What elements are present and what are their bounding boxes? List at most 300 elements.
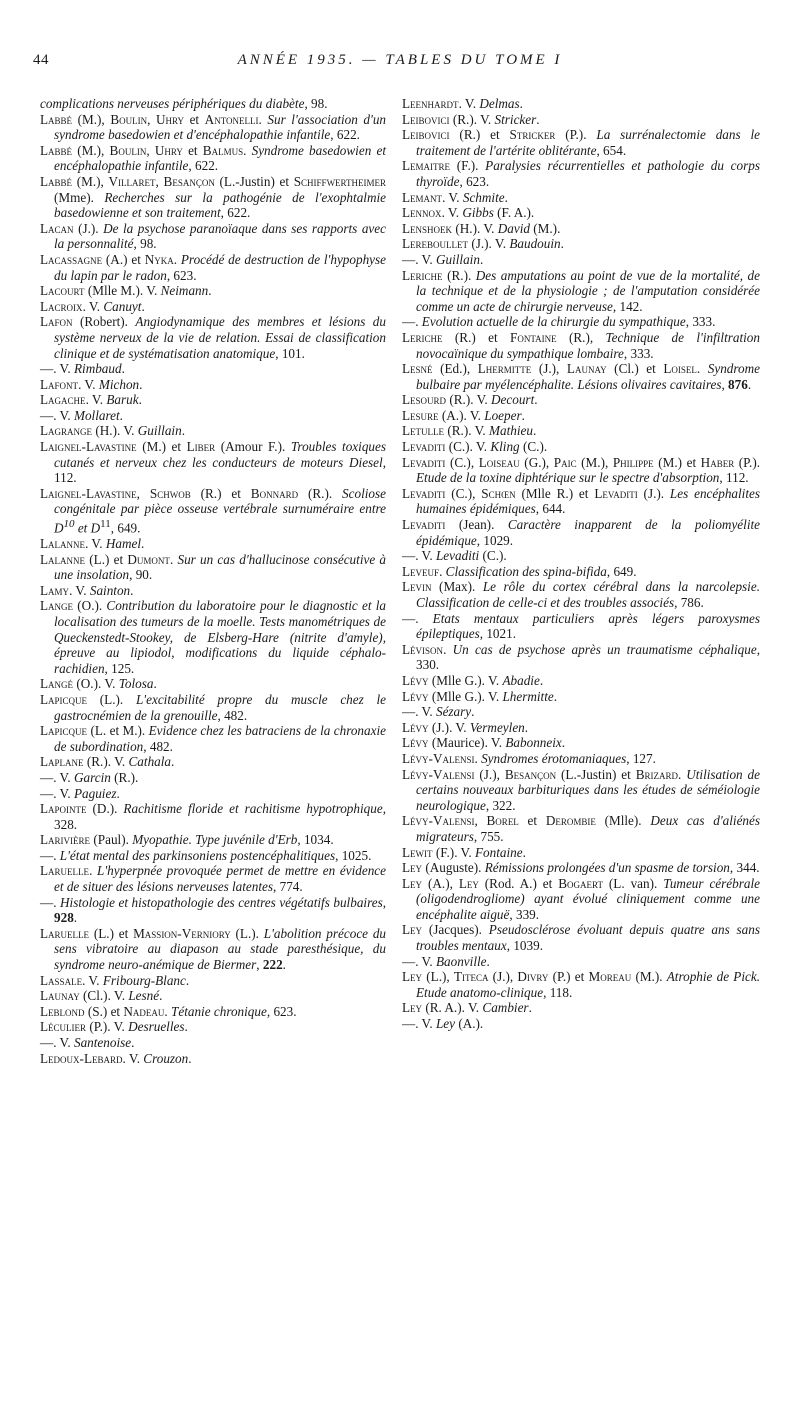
- index-entry: [40, 926, 386, 973]
- entry-text: (P.).: [555, 127, 597, 143]
- index-entry: [402, 96, 760, 112]
- title-text: Canuyt: [103, 298, 142, 314]
- entry-text: (H.). V.: [92, 423, 138, 439]
- title-text: Classification des spina-bifida: [445, 563, 607, 579]
- entry-text: .: [504, 189, 508, 205]
- index-entry: [402, 486, 760, 517]
- title-text: Lhermitte: [502, 688, 554, 704]
- author-name: Lennox: [402, 205, 442, 221]
- entry-text: —. V.: [402, 548, 436, 564]
- title-text: Kling: [490, 439, 520, 455]
- entry-text: (Paul).: [90, 832, 133, 848]
- author-name: Labbé: [40, 111, 73, 127]
- entry-text: (O.).: [73, 598, 107, 614]
- entry-text: , 339.: [509, 906, 540, 922]
- entry-text: , 1034.: [297, 832, 334, 848]
- index-entry: [402, 876, 760, 923]
- index-entry: [402, 408, 760, 424]
- author-name: Schiffwertheimer: [293, 173, 387, 189]
- index-entry: [40, 536, 386, 552]
- entry-text: (L.) et: [89, 925, 134, 941]
- entry-text: et: [182, 142, 203, 158]
- entry-text: ,: [256, 957, 263, 973]
- index-entry: [402, 673, 760, 689]
- author-name: Ley: [402, 1000, 423, 1016]
- index-entry: [40, 801, 386, 832]
- entry-text: .: [553, 688, 558, 704]
- author-name: Lagrange: [40, 423, 93, 439]
- author-name: Lapicque: [40, 691, 88, 707]
- author-name: Levaditi: [402, 454, 446, 470]
- entry-text: ,: [136, 485, 150, 501]
- author-name: Léculier: [40, 1019, 87, 1035]
- entry-text: (Max).: [431, 579, 483, 595]
- title-text: Myopathie. Type juvénile d'Erb: [132, 832, 298, 848]
- entry-text: —. V.: [402, 251, 436, 267]
- index-entry: [402, 1000, 760, 1016]
- title-text: Des amputations au point de vue de la mortalité, de la technique et de la physiologie ; de l'amputation considérée comme un acte de chirurgie nerveuse: [416, 267, 760, 314]
- entry-text: , 644.: [535, 501, 566, 517]
- entry-text: .: [747, 376, 752, 392]
- author-name: Stricker: [509, 127, 556, 143]
- entry-text: (R.),: [556, 329, 606, 345]
- index-entry: [402, 689, 760, 705]
- author-name: Laignel-Lavastine: [40, 485, 137, 501]
- entry-text: , 755.: [473, 828, 504, 844]
- entry-text: et: [518, 813, 546, 829]
- title-text: Evolution actuelle de la chirurgie du sympathique: [421, 314, 686, 330]
- entry-text: (L.).: [87, 691, 136, 707]
- entry-text: (A.). V.: [438, 407, 485, 423]
- entry-text: .: [486, 953, 490, 969]
- entry-text: , 654.: [596, 142, 627, 158]
- index-entry: [40, 786, 386, 802]
- index-entry: [402, 751, 760, 767]
- index-entry: [402, 190, 760, 206]
- entry-text: .: [678, 766, 687, 782]
- title-text: Michon: [98, 376, 140, 392]
- title-text: Lesné: [128, 988, 160, 1004]
- index-entry: [40, 863, 386, 894]
- entry-text: , 1039.: [506, 938, 543, 954]
- entry-text: .: [522, 844, 526, 860]
- title-text: Evidence chez les batraciens de la chronaxie de subordination: [54, 723, 386, 754]
- title-text: Un cas de psychose après un traumatisme céphalique: [452, 641, 757, 657]
- title-text: Etude de la toxine diphtérique sur le spectre d'absorption: [416, 470, 720, 486]
- index-entry: [402, 127, 760, 158]
- entry-text: (A.),: [422, 875, 459, 891]
- entry-text: (Jean).: [445, 517, 508, 533]
- index-entry: [40, 112, 386, 143]
- index-column-right: [402, 96, 760, 1032]
- title-text: Guillain: [137, 423, 182, 439]
- author-name: Titeca: [453, 969, 489, 985]
- index-entry: [40, 377, 386, 393]
- entry-text: (P.). V.: [86, 1019, 129, 1035]
- entry-text: .: [169, 551, 178, 567]
- entry-text: (M.),: [72, 142, 110, 158]
- entry-text: , 482.: [143, 738, 173, 754]
- title-text: Paralysies récurrentielles et pathologie du corps thyroïde: [416, 158, 760, 189]
- index-entry: [402, 330, 760, 361]
- author-name: Antonelli: [204, 111, 259, 127]
- author-name: Lacassagne: [40, 251, 103, 267]
- entry-text: , 322.: [485, 797, 516, 813]
- author-name: Boulin: [109, 142, 147, 158]
- index-entry: [402, 564, 760, 580]
- entry-text: (F.).: [450, 158, 486, 174]
- entry-text: , 142.: [612, 298, 643, 314]
- author-name: Borel: [486, 813, 519, 829]
- entry-text: (A.).: [455, 1016, 484, 1032]
- entry-text: , 98.: [133, 236, 157, 252]
- entry-text: (L.-Justin) et: [214, 173, 294, 189]
- entry-text: (H.). V.: [452, 220, 498, 236]
- author-name: Loiseau: [478, 454, 520, 470]
- entry-text: . V.: [442, 189, 463, 205]
- author-name: Lesné: [402, 361, 433, 377]
- index-entry: [402, 954, 760, 970]
- index-entry: [40, 583, 386, 599]
- title-text: Mathieu: [489, 423, 533, 439]
- author-name: Lenshoek: [402, 220, 453, 236]
- author-name: Besançon: [504, 766, 557, 782]
- index-entry: [402, 112, 760, 128]
- title-text: Troubles toxiques cutanés et nerveux chez les conducteurs de moteurs Diesel: [54, 439, 386, 470]
- author-name: Lemaitre: [402, 158, 451, 174]
- entry-text: (M.),: [72, 173, 109, 189]
- entry-text: (C.),: [445, 454, 479, 470]
- entry-text: (Amour F.).: [215, 439, 291, 455]
- author-name: Launay: [566, 361, 607, 377]
- author-name: Besançon: [163, 173, 215, 189]
- entry-text: 222: [262, 957, 283, 973]
- title-text: Tumeur cérébrale (oligodendrogliome) ayant évolué cliniquement comme une encéphalite aiguë: [416, 875, 760, 922]
- index-entry: [402, 439, 760, 455]
- index-entry: [402, 268, 760, 315]
- entry-text: .: [185, 972, 190, 988]
- entry-text: .: [534, 392, 538, 408]
- entry-text: .: [173, 251, 181, 267]
- index-entry: [40, 283, 386, 299]
- title-text: Guillain: [435, 251, 480, 267]
- index-entry: [40, 486, 386, 536]
- entry-text: .: [131, 1035, 135, 1051]
- entry-text: , 101.: [275, 345, 305, 361]
- author-name: Lévy: [402, 719, 429, 735]
- entry-text: .: [443, 641, 453, 657]
- entry-text: (M.).: [529, 220, 561, 236]
- entry-text: —.: [402, 314, 422, 330]
- index-entry: [40, 988, 386, 1004]
- author-name: Lévy: [402, 672, 429, 688]
- entry-text: (C.),: [445, 485, 482, 501]
- author-name: Divry: [517, 969, 549, 985]
- title-text: Deux cas d'aliénés migrateurs: [416, 813, 761, 844]
- entry-text: . V.: [69, 582, 90, 598]
- entry-text: .: [130, 582, 134, 598]
- title-text: et D: [74, 520, 101, 536]
- entry-text: .: [116, 785, 120, 801]
- entry-text: (J.),: [531, 361, 567, 377]
- index-entry: [40, 361, 386, 377]
- entry-text: (R.) et: [190, 485, 251, 501]
- title-text: De la psychose paranoïaque dans ses rapports avec la personnalité: [54, 220, 386, 252]
- author-name: Lévy-Valensi: [402, 766, 475, 782]
- author-name: Levaditi: [402, 485, 446, 501]
- entry-text: 11: [100, 518, 111, 531]
- entry-text: , 118.: [543, 984, 573, 1000]
- author-name: Nyka: [144, 251, 174, 267]
- entry-text: .: [89, 863, 98, 879]
- entry-text: .: [528, 1000, 532, 1016]
- index-entry: [40, 1051, 386, 1067]
- author-name: Lévy-Valensi: [402, 813, 475, 829]
- title-text: Angiodynamique des membres et lésions du système nerveux de la vie de relation. Essai de classification clinique et de systématisation anatomique: [54, 314, 386, 361]
- author-name: Leveuf: [402, 563, 440, 579]
- title-text: Baonville: [435, 953, 487, 969]
- entry-text: (L.).: [230, 925, 264, 941]
- entry-text: , 112.: [719, 470, 749, 486]
- running-header: [33, 52, 767, 74]
- entry-text: (Mlle M.). V.: [84, 283, 161, 299]
- entry-text: (R.). V.: [444, 423, 489, 439]
- index-entry: [402, 969, 760, 1000]
- author-name: Lévison: [402, 641, 444, 657]
- entry-text: (Ed.),: [432, 361, 478, 377]
- entry-text: (R. A.). V.: [422, 1000, 483, 1016]
- title-text: Rachitisme floride et rachitisme hypotrophique: [123, 801, 383, 817]
- index-entry: [402, 314, 760, 330]
- entry-text: ,: [474, 813, 487, 829]
- author-name: Moreau: [588, 969, 632, 985]
- author-name: Lamy: [40, 582, 70, 598]
- entry-text: .: [171, 754, 175, 770]
- entry-text: (R.).: [298, 485, 343, 501]
- entry-text: .: [532, 423, 537, 439]
- title-text: L'excitabilité propre du muscle chez le gastrocnémien de la grenouille: [54, 691, 386, 723]
- entry-text: (Mlle R.) et: [515, 485, 595, 501]
- entry-text: (J.). V.: [428, 719, 470, 735]
- author-name: Derombie: [545, 813, 596, 829]
- index-entry: [402, 720, 760, 736]
- entry-text: .: [121, 361, 125, 377]
- author-name: Haber: [700, 454, 735, 470]
- entry-text: .: [138, 392, 142, 408]
- entry-text: ,: [147, 111, 156, 127]
- entry-text: , 622.: [330, 127, 360, 143]
- author-name: Loisel: [663, 361, 697, 377]
- entry-text: (Maurice). V.: [428, 735, 506, 751]
- entry-text: (C.).: [479, 548, 507, 564]
- author-name: Liber: [186, 439, 216, 455]
- author-name: Laplane: [40, 754, 84, 770]
- entry-text: (L.) et: [85, 551, 128, 567]
- running-title: ANNÉE 1935. — TABLES DU TOME I: [237, 52, 563, 68]
- index-entry: [40, 1019, 386, 1035]
- entry-text: .: [282, 957, 286, 973]
- title-text: Caractère inapparent de la poliomyélite épidémique: [416, 517, 761, 548]
- index-entry: [40, 314, 386, 361]
- entry-text: (R.).: [442, 267, 476, 283]
- author-name: Ley: [458, 875, 479, 891]
- title-text: Babonneix: [505, 735, 562, 751]
- entry-text: .: [141, 298, 145, 314]
- title-text: Gibbs: [462, 205, 494, 221]
- entry-text: (L. et M.).: [87, 723, 149, 739]
- author-name: Lassale: [40, 972, 83, 988]
- title-text: 10: [63, 518, 75, 531]
- author-name: Ley: [402, 922, 423, 938]
- entry-text: .: [153, 676, 157, 692]
- entry-text: ,: [382, 894, 387, 910]
- entry-text: .: [164, 1003, 172, 1019]
- title-text: Sézary: [435, 704, 472, 720]
- index-entry: [402, 813, 760, 844]
- entry-text: (P.) et: [548, 969, 589, 985]
- title-text: Neimann: [160, 283, 209, 299]
- entry-text: —. V.: [40, 769, 74, 785]
- title-text: Levaditi: [435, 548, 480, 564]
- entry-text: ,: [146, 142, 155, 158]
- title-text: Atrophie de Pick. Etude anatomo-clinique: [416, 969, 760, 1000]
- title-text: Hamel: [105, 536, 142, 552]
- index-entry: [40, 692, 386, 723]
- index-entry: [402, 642, 760, 673]
- entry-text: .: [181, 423, 185, 439]
- title-text: Syndrome basedowien et encéphalopathie infantile: [54, 142, 387, 174]
- entry-text: —. V.: [40, 361, 74, 377]
- entry-text: , 482.: [217, 707, 248, 723]
- author-name: Lereboullet: [402, 236, 469, 252]
- author-name: Lévy-Valensi: [402, 750, 475, 766]
- author-name: Lhermitte: [477, 361, 532, 377]
- author-name: Leriche: [402, 267, 443, 283]
- entry-text: 876: [728, 376, 748, 392]
- title-text: Cambier: [482, 1000, 529, 1016]
- entry-text: , 1021.: [479, 626, 516, 642]
- author-name: Lemant: [402, 189, 443, 205]
- author-name: Levin: [402, 579, 432, 595]
- index-entry: [402, 767, 760, 814]
- entry-text: .: [119, 407, 123, 423]
- author-name: Uhry: [154, 142, 183, 158]
- entry-text: , 649.: [606, 563, 637, 579]
- entry-text: (L. van).: [603, 875, 664, 891]
- index-entry: [402, 860, 760, 876]
- title-text: Sur l'association d'un syndrome basedowien et d'encéphalopathie infantile: [54, 111, 387, 143]
- author-name: Laruelle: [40, 863, 90, 879]
- index-entry: [402, 611, 760, 642]
- entry-text: .: [258, 111, 268, 127]
- entry-text: . V.: [82, 972, 103, 988]
- title-text: Mollaret: [73, 407, 120, 423]
- entry-text: , 333.: [623, 345, 654, 361]
- title-text: Etats mentaux particuliers après légers paroxysmes épileptiques: [416, 610, 760, 642]
- entry-text: , 112.: [54, 454, 386, 486]
- index-entry: [40, 754, 386, 770]
- entry-text: .: [208, 283, 212, 299]
- author-name: Lalanne: [40, 536, 86, 552]
- index-entry: [40, 676, 386, 692]
- index-entry: [402, 548, 760, 564]
- entry-text: .: [73, 910, 78, 926]
- index-entry: [40, 392, 386, 408]
- author-name: Lapointe: [40, 801, 87, 817]
- title-text: complications nerveuses périphériques du diabète: [40, 96, 305, 111]
- author-name: Langé: [40, 676, 74, 692]
- entry-text: (J.),: [488, 969, 518, 985]
- entry-text: (R.). V.: [83, 754, 129, 770]
- title-text: Procédé de destruction de l'hypophyse du lapin par le radon: [54, 251, 387, 283]
- index-entry: [40, 832, 386, 848]
- author-name: Ley: [402, 875, 423, 891]
- title-text: Tolosa: [118, 676, 154, 692]
- entry-text: —.: [40, 847, 60, 863]
- title-text: Contribution du laboratoire pour le diagnostic et la localisation des tumeurs de la moelle. Tests manométriques de Queckenstedt-Stookey, de Elsberg-Hare (nitrite d'amyle), épreuve au lipiodol, modifications du liquide céphalo-rachidien: [54, 598, 386, 676]
- entry-text: (Mlle).: [595, 813, 651, 829]
- entry-text: .: [560, 236, 564, 252]
- index-entry: [402, 455, 760, 486]
- index-entry: [40, 895, 386, 926]
- entry-text: (C.). V.: [445, 439, 491, 455]
- entry-text: .: [141, 536, 145, 552]
- author-name: Letulle: [402, 423, 445, 439]
- index-entry: [402, 221, 760, 237]
- entry-text: .: [519, 96, 523, 111]
- author-name: Villaret: [108, 173, 156, 189]
- entry-text: .: [521, 407, 525, 423]
- title-text: Ley: [435, 1016, 456, 1032]
- author-name: Levaditi: [402, 439, 446, 455]
- title-text: Baruk: [106, 392, 139, 408]
- entry-text: (M.) et: [136, 439, 187, 455]
- entry-text: (L.-Justin) et: [556, 766, 636, 782]
- entry-text: (Cl.) et: [606, 361, 664, 377]
- entry-text: . V.: [85, 536, 106, 552]
- entry-text: .: [184, 1019, 188, 1035]
- author-name: Philippe: [612, 454, 654, 470]
- index-entry: [402, 922, 760, 953]
- title-text: Loeper: [484, 407, 522, 423]
- author-name: Bogaert: [558, 875, 603, 891]
- entry-text: , 774.: [273, 879, 303, 895]
- index-entry: [402, 205, 760, 221]
- entry-text: (O.). V.: [73, 676, 119, 692]
- author-name: Nadeau: [123, 1003, 165, 1019]
- entry-text: , 328.: [54, 801, 386, 832]
- entry-text: , 649.: [110, 520, 141, 536]
- entry-text: . V.: [85, 392, 107, 408]
- entry-text: , 98.: [304, 96, 328, 111]
- index-entry: [40, 848, 386, 864]
- author-name: Lesure: [402, 407, 439, 423]
- author-name: Leibovici: [402, 127, 450, 143]
- title-text: L'état mental des parkinsoniens postencéphalitiques: [59, 847, 336, 863]
- title-text: Rimbaud: [73, 361, 122, 377]
- author-name: Lacourt: [40, 283, 85, 299]
- entry-text: ,: [721, 376, 729, 392]
- title-text: Sur un cas d'hallucinose consécutive à une insolation: [54, 551, 387, 583]
- title-text: Scoliose congénitale par pièce osseuse vertébrale surnuméraire entre D: [54, 485, 386, 536]
- entry-text: (Robert).: [72, 314, 136, 330]
- author-name: Uhry: [155, 111, 185, 127]
- title-text: Technique de l'infiltration novocaïnique du sympathique lombaire: [416, 329, 760, 361]
- index-entry: [40, 299, 386, 315]
- title-text: Santenoise: [73, 1035, 132, 1051]
- entry-text: (Auguste).: [422, 860, 485, 876]
- entry-text: (C.).: [519, 439, 548, 455]
